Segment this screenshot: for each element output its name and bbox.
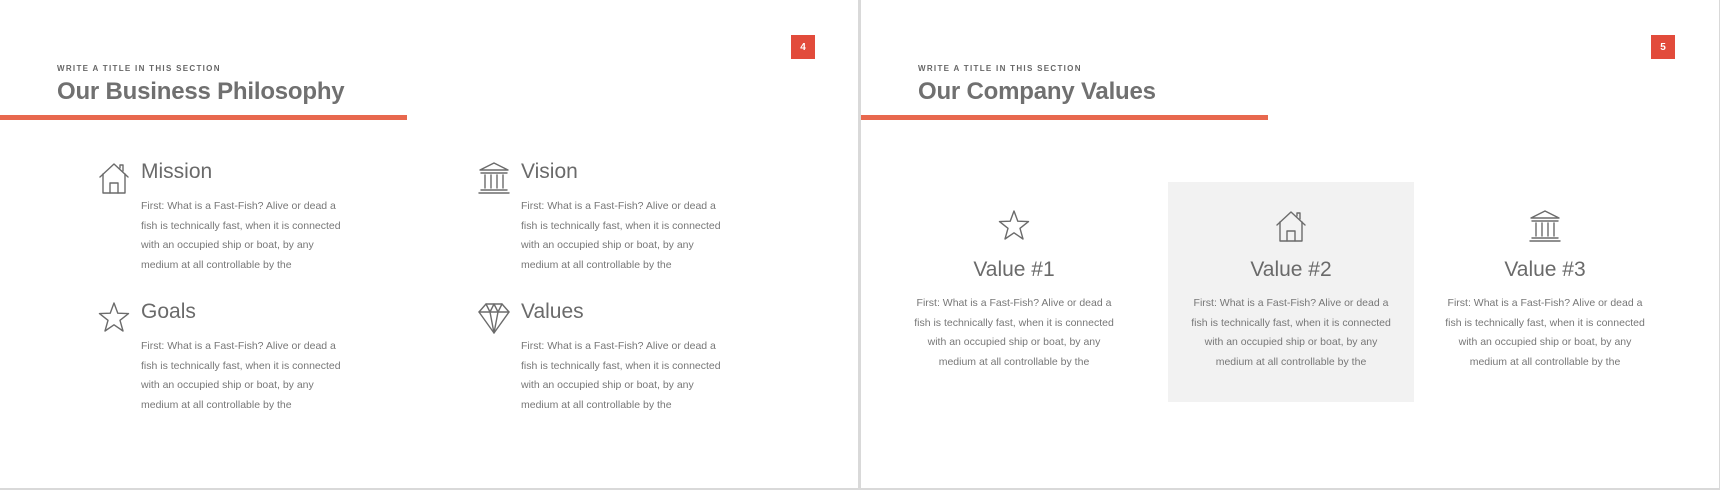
slide-title: Our Business Philosophy (57, 78, 345, 105)
feature-heading: Vision (521, 160, 578, 183)
bank-icon (1528, 208, 1562, 244)
bank-icon (477, 160, 511, 196)
feature-heading: Mission (141, 160, 213, 183)
section-kicker: WRITE A TITLE IN THIS SECTION (57, 64, 221, 73)
feature-body: First: What is a Fast-Fish? Alive or dead a fish is technically fast, when it is connected with an occupied ship or boat, by any medium at all controllable by the (521, 340, 721, 411)
feature-heading: Values (521, 300, 584, 323)
value-heading: Value #1 (973, 258, 1055, 281)
page-number-badge: 5 (1651, 35, 1675, 59)
value-heading: Value #3 (1504, 258, 1586, 281)
slide-title: Our Company Values (918, 78, 1156, 105)
feature-values (477, 300, 837, 440)
diamond-icon (477, 300, 511, 336)
feature-goals (97, 300, 457, 440)
slide-company-values (861, 0, 1719, 488)
feature-vision (477, 160, 837, 300)
value-heading: Value #2 (1250, 258, 1332, 281)
feature-mission (97, 160, 457, 300)
section-kicker: WRITE A TITLE IN THIS SECTION (918, 64, 1082, 73)
feature-body: First: What is a Fast-Fish? Alive or dead a fish is technically fast, when it is connected with an occupied ship or boat, by any medium at all controllable by the (141, 340, 341, 411)
value-card-3 (1422, 182, 1668, 402)
feature-body: First: What is a Fast-Fish? Alive or dead a fish is technically fast, when it is connected with an occupied ship or boat, by any medium at all controllable by the (521, 200, 721, 271)
page-number-badge: 4 (791, 35, 815, 59)
feature-body: First: What is a Fast-Fish? Alive or dead a fish is technically fast, when it is connected with an occupied ship or boat, by any medium at all controllable by the (141, 200, 341, 271)
value-body: First: What is a Fast-Fish? Alive or dead a fish is technically fast, when it is connected with an occupied ship or boat, by any medium at all controllable by the (1445, 297, 1645, 368)
house-icon (1274, 208, 1308, 244)
feature-heading: Goals (141, 300, 196, 323)
title-underline (861, 115, 1268, 120)
value-card-2 (1168, 182, 1414, 402)
value-body: First: What is a Fast-Fish? Alive or dead a fish is technically fast, when it is connected with an occupied ship or boat, by any medium at all controllable by the (914, 297, 1114, 368)
value-body: First: What is a Fast-Fish? Alive or dead a fish is technically fast, when it is connected with an occupied ship or boat, by any medium at all controllable by the (1191, 297, 1391, 368)
slide-business-philosophy (0, 0, 858, 488)
value-card-1 (891, 182, 1137, 402)
star-icon (997, 208, 1031, 244)
star-icon (97, 300, 131, 336)
house-icon (97, 160, 131, 196)
title-underline (0, 115, 407, 120)
